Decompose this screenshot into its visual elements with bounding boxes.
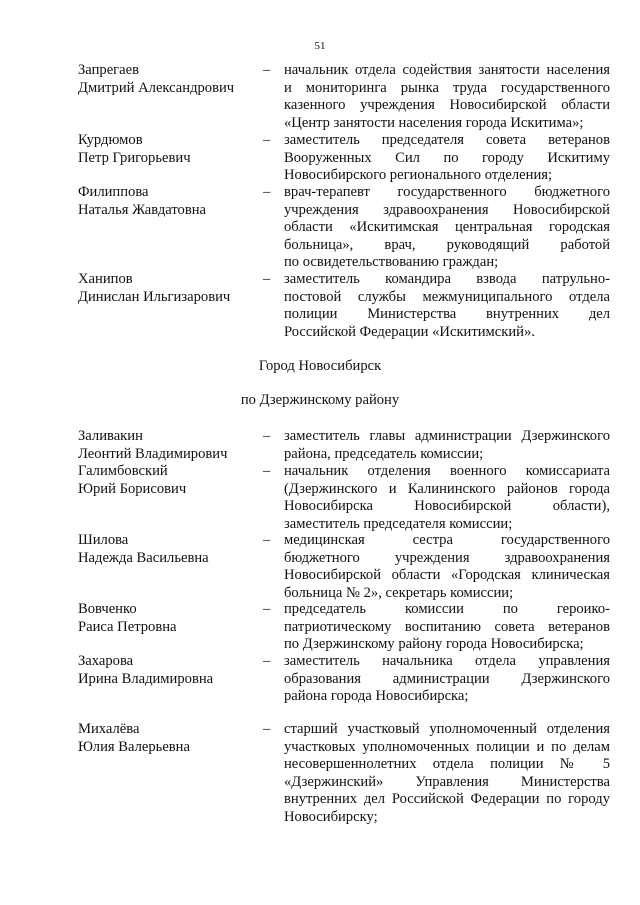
- position-line: (Дзержинского и Калининского районов города: [284, 480, 610, 497]
- member-position: [284, 601, 610, 654]
- position-line: начальник отделения военного комиссариата: [284, 463, 610, 479]
- position-line: Новосибирской области «Городская клиническая: [284, 567, 610, 583]
- position-line: Новосибирского регионального отделения;: [284, 167, 553, 183]
- member-position: [284, 721, 610, 826]
- dash-separator: –: [263, 184, 271, 200]
- position-line: по Дзержинскому району города Новосибирска;: [284, 636, 584, 652]
- member-surname: Ханипов: [78, 271, 133, 287]
- position-line: внутренних дел Российской Федерации по городу: [284, 791, 610, 807]
- member-name: [78, 601, 258, 636]
- member-surname: Вовченко: [78, 601, 137, 617]
- member-name: [78, 184, 258, 219]
- position-line: бюджетного учреждения здравоохранения: [284, 549, 610, 566]
- member-given-names: Юлия Валерьевна: [78, 738, 190, 755]
- member-surname: Михалёва: [78, 721, 140, 737]
- member-given-names: Дмитрий Александрович: [78, 79, 235, 96]
- dash-separator: –: [263, 62, 271, 78]
- member-position: [284, 463, 610, 533]
- position-line: старший участковый уполномоченный отделения: [284, 721, 610, 737]
- dash-separator: –: [263, 271, 271, 287]
- position-line: участковых уполномоченных полиции и по делам: [284, 738, 610, 755]
- member-name: [78, 428, 258, 463]
- member-position: [284, 532, 610, 602]
- position-line: медицинская сестра государственного: [284, 532, 610, 548]
- dash-separator: –: [263, 653, 271, 669]
- position-line: заместитель председателя комиссии;: [284, 515, 513, 532]
- position-line: заместитель начальника отдела управления: [284, 653, 610, 669]
- member-given-names: Наталья Жавдатовна: [78, 201, 207, 218]
- member-given-names: Юрий Борисович: [78, 480, 187, 497]
- dash-separator: –: [263, 601, 271, 617]
- dash-separator: –: [263, 132, 271, 148]
- position-line: Вооруженных Сил по городу Искитиму: [284, 149, 610, 166]
- position-line: врач-терапевт государственного бюджетного: [284, 184, 610, 200]
- position-line: Российской Федерации «Искитимский».: [284, 323, 535, 340]
- member-given-names: Петр Григорьевич: [78, 149, 191, 166]
- member-given-names: Раиса Петровна: [78, 618, 177, 635]
- member-given-names: Леонтий Владимирович: [78, 445, 228, 462]
- page-number: 51: [314, 40, 326, 52]
- position-line: учреждения здравоохранения Новосибирской: [284, 201, 610, 218]
- member-given-names: Динислан Ильгизарович: [78, 288, 231, 305]
- member-surname: Филиппова: [78, 184, 149, 200]
- position-line: по освидетельствованию граждан;: [284, 254, 499, 270]
- member-name: [78, 653, 258, 688]
- dash-separator: –: [263, 721, 271, 737]
- member-surname: Заливакин: [78, 428, 143, 444]
- member-name: [78, 132, 258, 167]
- dash-separator: –: [263, 463, 271, 479]
- member-given-names: Надежда Васильевна: [78, 549, 209, 566]
- district-heading: по Дзержинскому району: [240, 392, 400, 408]
- member-position: [284, 428, 610, 463]
- position-line: Новосибирску;: [284, 808, 378, 825]
- position-line: несовершеннолетних отдела полиции № 5: [284, 756, 610, 772]
- member-position: [284, 132, 610, 185]
- dash-separator: –: [263, 532, 271, 548]
- member-name: [78, 62, 258, 97]
- position-line: района, председатель комиссии;: [284, 445, 484, 462]
- member-surname: Курдюмов: [78, 132, 143, 148]
- member-surname: Захарова: [78, 653, 134, 669]
- member-surname: Галимбовский: [78, 463, 168, 479]
- position-line: Новосибирска Новосибирской области),: [284, 498, 610, 514]
- dash-separator: –: [263, 428, 271, 444]
- position-line: заместитель главы администрации Дзержинского: [284, 428, 610, 444]
- position-line: образования администрации Дзержинского: [284, 670, 610, 687]
- member-position: [284, 184, 610, 272]
- position-line: начальник отдела содействия занятости населения: [284, 62, 610, 78]
- member-surname: Шилова: [78, 532, 129, 548]
- member-position: [284, 271, 610, 341]
- position-line: «Центр занятости населения города Искитима»;: [284, 114, 584, 131]
- member-name: [78, 271, 258, 306]
- member-surname: Запрегаев: [78, 62, 140, 78]
- position-line: заместитель командира взвода патрульно-: [284, 271, 610, 287]
- position-line: больница № 2», секретарь комиссии;: [284, 584, 514, 601]
- member-position: [284, 653, 610, 706]
- member-given-names: Ирина Владимировна: [78, 670, 214, 687]
- position-line: полиции Министерства внутренних дел: [284, 306, 610, 322]
- member-name: [78, 532, 258, 567]
- city-heading: Город Новосибирск: [258, 358, 382, 374]
- position-line: заместитель председателя совета ветеранов: [284, 132, 610, 148]
- position-line: области «Искитимская центральная городская: [284, 219, 610, 235]
- member-name: [78, 721, 258, 756]
- member-position: [284, 62, 610, 132]
- position-line: района города Новосибирска;: [284, 688, 469, 704]
- position-line: больница», врач, руководящий работой: [284, 236, 610, 253]
- position-line: «Дзержинский» Управления Министерства: [284, 773, 610, 790]
- position-line: постовой службы межмуниципального отдела: [284, 288, 610, 305]
- position-line: казенного учреждения Новосибирской области: [284, 97, 610, 113]
- position-line: председатель комиссии по героико-: [284, 601, 610, 617]
- member-name: [78, 463, 258, 498]
- position-line: патриотическому воспитанию совета ветеранов: [284, 618, 610, 635]
- position-line: и мониторинга рынка труда государственного: [284, 79, 610, 96]
